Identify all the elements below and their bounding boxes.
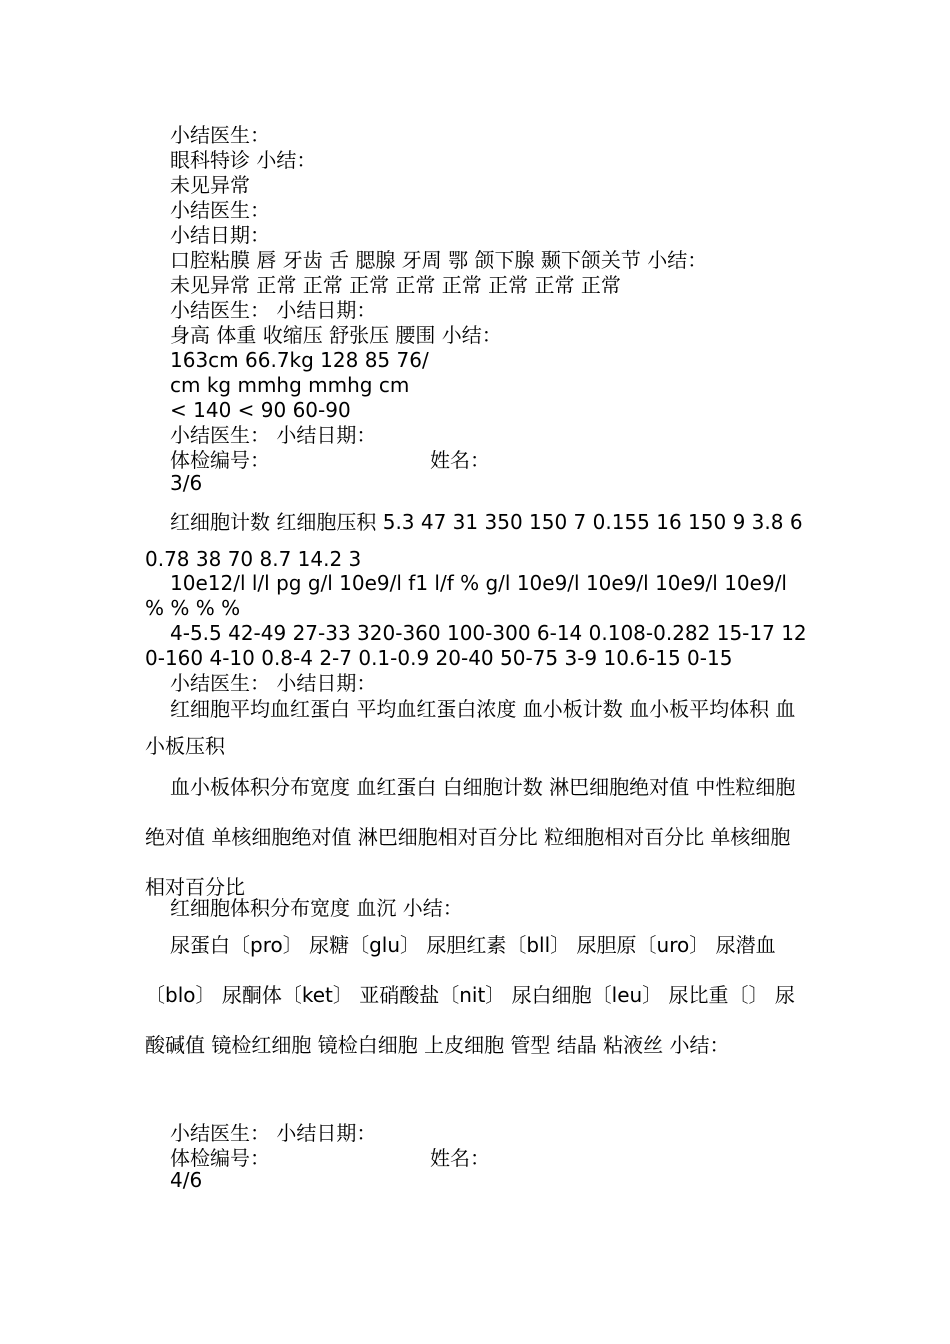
blood-names-3: 血小板体积分布宽度 血红蛋白 白细胞计数 淋巴细胞绝对值 中性粒细胞绝对值 单核细胞绝对值 淋巴细胞相对百分比 粒细胞相对百分比 单核细胞相对百分比 [145, 775, 796, 899]
body-measure-values-line: 163cm 66.7kg 128 85 76/ [170, 348, 429, 372]
blood-names-4: 红细胞体积分布宽度 血沉 小结： [170, 896, 463, 920]
eye-result-line: 未见异常 [170, 173, 250, 197]
summary-date-line: 小结日期： [170, 223, 270, 247]
summary-doctor-line: 小结医生： [170, 198, 270, 222]
summary-doctor-date-line: 小结医生： 小结日期： [170, 671, 377, 695]
name-label: 姓名： [430, 1146, 490, 1170]
blood-names-values: 红细胞计数 红细胞压积 5.3 47 31 350 150 7 0.155 16 150 9 3.8 6 0.78 38 70 8.7 14.2 3 [145, 510, 803, 571]
exam-id-label: 体检编号： [170, 448, 270, 472]
blood-ranges: 4-5.5 42-49 27-33 320-360 100-300 6-14 0.108-0.282 15-17 120-160 4-10 0.8-4 2-7 0.1-0.9 20-40 50-75 3-9 10.6-15 0-15 [145, 621, 807, 670]
blood-names-2: 红细胞平均血红蛋白 平均血红蛋白浓度 血小板计数 血小板平均体积 血小板压积 [145, 697, 796, 758]
oral-exam-line: 口腔粘膜 唇 牙齿 舌 腮腺 牙周 鄂 颌下腺 颞下颌关节 小结： [170, 248, 708, 272]
oral-result-line: 未见异常 正常 正常 正常 正常 正常 正常 正常 正常 [170, 273, 621, 297]
summary-doctor-date-line: 小结医生： 小结日期： [170, 1121, 377, 1145]
exam-id-label: 体检编号： [170, 1146, 270, 1170]
summary-doctor-date-line: 小结医生： 小结日期： [170, 298, 377, 322]
urine-items: 尿蛋白〔pro〕 尿糖〔glu〕 尿胆红素〔bll〕 尿胆原〔uro〕 尿潜血〔blo〕 尿酮体〔ket〕 亚硝酸盐〔nit〕 尿白细胞〔leu〕 尿比重〔〕 尿酸碱值 镜检红细胞 镜检白细胞 上皮细胞 管型 结晶 粘液丝 小结： [145, 933, 795, 1057]
page-number: 4/6 [170, 1168, 203, 1192]
eye-exam-line: 眼科特诊 小结： [170, 148, 317, 172]
body-measure-units-line: cm kg mmhg mmhg cm [170, 373, 410, 397]
blood-units: 10e12/l l/l pg g/l 10e9/l f1 l/f % g/l 10e9/l 10e9/l 10e9/l 10e9/l % % % % [145, 571, 787, 620]
body-measure-ranges-line: < 140 < 90 60-90 [170, 398, 351, 422]
summary-doctor-date-line: 小结医生： 小结日期： [170, 423, 377, 447]
page-number: 3/6 [170, 471, 203, 495]
summary-doctor-line: 小结医生： [170, 123, 270, 147]
name-label: 姓名： [430, 448, 490, 472]
body-measure-header-line: 身高 体重 收缩压 舒张压 腰围 小结： [170, 323, 502, 347]
